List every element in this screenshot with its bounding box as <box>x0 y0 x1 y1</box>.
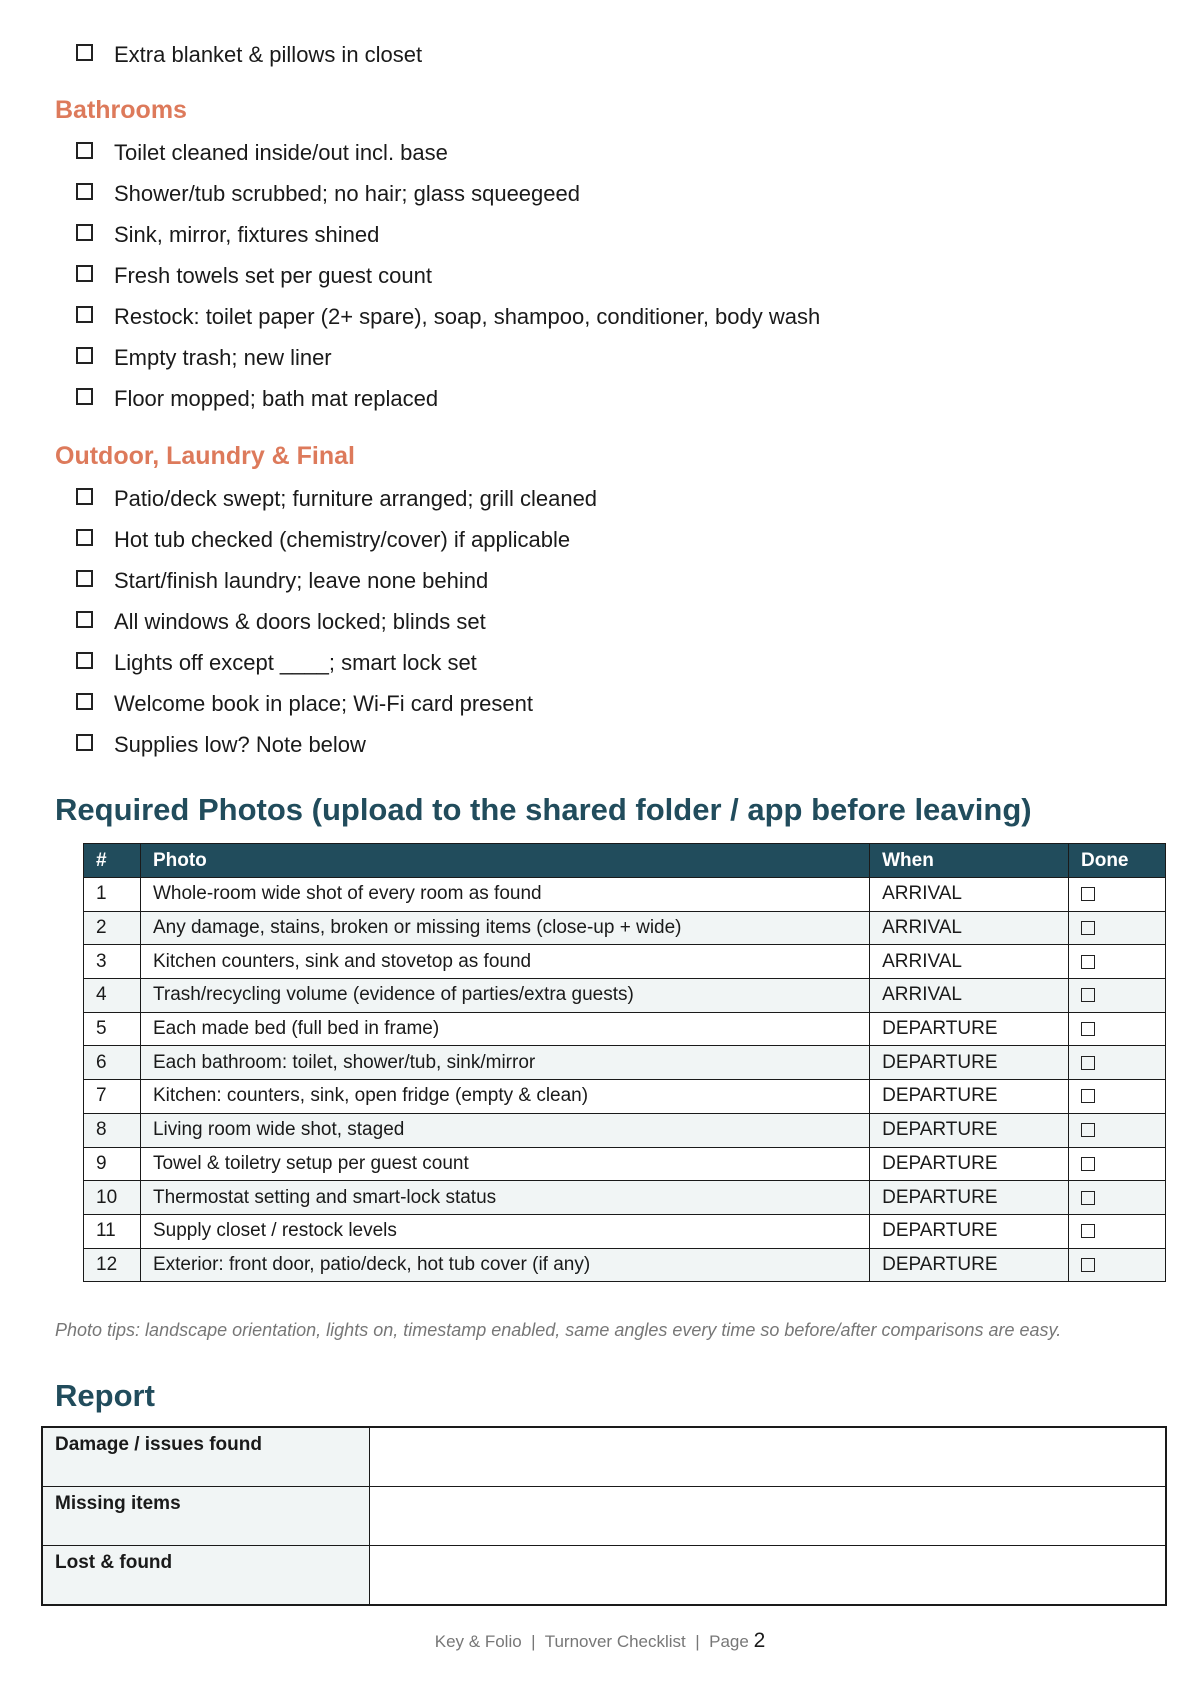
checklist-item-label: Sink, mirror, fixtures shined <box>114 222 380 247</box>
photo-done-cell <box>1069 1012 1166 1046</box>
photo-when-cell: DEPARTURE <box>870 1181 1069 1215</box>
checkbox[interactable] <box>76 265 93 282</box>
photo-number-cell: 12 <box>84 1248 141 1282</box>
photo-description-cell: Whole-room wide shot of every room as found <box>140 878 869 912</box>
checklist-item-label: Toilet cleaned inside/out incl. base <box>114 140 448 165</box>
checklist-item[interactable] <box>0 560 1200 601</box>
photo-done-cell <box>1069 878 1166 912</box>
checklist-item-label: Fresh towels set per guest count <box>114 263 432 288</box>
checkbox[interactable] <box>76 570 93 587</box>
checkbox[interactable] <box>76 529 93 546</box>
table-row <box>84 911 1166 945</box>
footer-separator: | <box>531 1632 536 1651</box>
done-checkbox[interactable] <box>1081 1123 1095 1137</box>
checkbox[interactable] <box>76 347 93 364</box>
checkbox[interactable] <box>76 693 93 710</box>
table-row <box>84 1248 1166 1282</box>
done-checkbox[interactable] <box>1081 1224 1095 1238</box>
footer-doc-title: Turnover Checklist <box>544 1632 686 1651</box>
done-checkbox[interactable] <box>1081 1191 1095 1205</box>
report-label: Missing items <box>42 1487 370 1546</box>
report-row <box>42 1487 1166 1546</box>
checkbox[interactable] <box>76 652 93 669</box>
table-row <box>84 1012 1166 1046</box>
photo-done-cell <box>1069 945 1166 979</box>
bathrooms-section <box>0 84 1200 419</box>
photo-number-cell: 5 <box>84 1012 141 1046</box>
photo-description-cell: Exterior: front door, patio/deck, hot tub cover (if any) <box>140 1248 869 1282</box>
photo-number-cell: 7 <box>84 1080 141 1114</box>
column-header-number: # <box>84 844 141 878</box>
checklist-item[interactable] <box>0 255 1200 296</box>
checklist-item-label: Hot tub checked (chemistry/cover) if applicable <box>114 527 571 552</box>
report-label: Damage / issues found <box>42 1427 370 1487</box>
photo-when-cell: DEPARTURE <box>870 1214 1069 1248</box>
photo-done-cell <box>1069 1046 1166 1080</box>
table-row <box>84 1214 1166 1248</box>
photo-number-cell: 8 <box>84 1113 141 1147</box>
outdoor-checklist <box>0 478 1200 765</box>
done-checkbox[interactable] <box>1081 988 1095 1002</box>
photo-number-cell: 6 <box>84 1046 141 1080</box>
checkbox[interactable] <box>76 388 93 405</box>
table-row <box>84 1113 1166 1147</box>
checklist-item-label: Floor mopped; bath mat replaced <box>114 386 439 411</box>
checklist-item[interactable] <box>0 683 1200 724</box>
checkbox[interactable] <box>76 224 93 241</box>
checklist-item[interactable] <box>0 601 1200 642</box>
checkbox[interactable] <box>76 611 93 628</box>
checklist-item[interactable] <box>0 132 1200 173</box>
table-row <box>84 1046 1166 1080</box>
report-entry-field[interactable] <box>370 1487 1167 1546</box>
done-checkbox[interactable] <box>1081 1056 1095 1070</box>
photo-description-cell: Any damage, stains, broken or missing items (close-up + wide) <box>140 911 869 945</box>
photos-table <box>83 843 1166 1282</box>
checklist-item-label: Restock: toilet paper (2+ spare), soap, shampoo, conditioner, body wash <box>114 304 821 329</box>
photo-done-cell <box>1069 979 1166 1013</box>
photo-number-cell: 3 <box>84 945 141 979</box>
photo-number-cell: 1 <box>84 878 141 912</box>
photos-heading: Required Photos (upload to the shared folder / app before leaving) <box>55 792 1032 827</box>
checklist-item-label: Lights off except ____; smart lock set <box>114 650 477 675</box>
photo-when-cell: DEPARTURE <box>870 1080 1069 1114</box>
report-row <box>42 1546 1166 1606</box>
column-header-when: When <box>870 844 1069 878</box>
report-entry-field[interactable] <box>370 1427 1167 1487</box>
checklist-item-label: All windows & doors locked; blinds set <box>114 609 486 634</box>
photo-done-cell <box>1069 1080 1166 1114</box>
photo-when-cell: ARRIVAL <box>870 911 1069 945</box>
photos-table-body <box>84 878 1166 1282</box>
photo-number-cell: 2 <box>84 911 141 945</box>
report-label: Lost & found <box>42 1546 370 1606</box>
photo-when-cell: DEPARTURE <box>870 1012 1069 1046</box>
checkbox[interactable] <box>76 734 93 751</box>
done-checkbox[interactable] <box>1081 921 1095 935</box>
photo-done-cell <box>1069 1113 1166 1147</box>
photo-description-cell: Kitchen counters, sink and stovetop as found <box>140 945 869 979</box>
outdoor-section <box>0 430 1200 765</box>
footer-page-label: Page <box>709 1632 749 1651</box>
photo-when-cell: ARRIVAL <box>870 945 1069 979</box>
photos-table-header <box>84 844 1166 878</box>
photo-description-cell: Kitchen: counters, sink, open fridge (empty & clean) <box>140 1080 869 1114</box>
column-header-done: Done <box>1069 844 1166 878</box>
footer-brand: Key & Folio <box>434 1632 522 1651</box>
checklist-item[interactable] <box>0 214 1200 255</box>
table-row <box>84 945 1166 979</box>
table-row <box>84 1080 1166 1114</box>
checklist-item-label: Extra blanket & pillows in closet <box>114 42 423 67</box>
checklist-item[interactable] <box>0 478 1200 519</box>
checklist-item[interactable] <box>0 296 1200 337</box>
report-heading: Report <box>55 1378 155 1413</box>
checklist-item[interactable] <box>0 642 1200 683</box>
bathrooms-checklist <box>0 132 1200 419</box>
photo-when-cell: DEPARTURE <box>870 1046 1069 1080</box>
photo-done-cell <box>1069 1248 1166 1282</box>
section-heading-outdoor: Outdoor, Laundry & Final <box>55 442 355 470</box>
done-checkbox[interactable] <box>1081 1258 1095 1272</box>
done-checkbox[interactable] <box>1081 1089 1095 1103</box>
photo-number-cell: 9 <box>84 1147 141 1181</box>
photo-description-cell: Towel & toiletry setup per guest count <box>140 1147 869 1181</box>
report-entry-field[interactable] <box>370 1546 1167 1606</box>
checklist-item-label: Empty trash; new liner <box>114 345 332 370</box>
photo-done-cell <box>1069 1147 1166 1181</box>
checklist-item[interactable] <box>0 337 1200 378</box>
photo-when-cell: DEPARTURE <box>870 1248 1069 1282</box>
table-row <box>84 1147 1166 1181</box>
done-checkbox[interactable] <box>1081 1157 1095 1171</box>
done-checkbox[interactable] <box>1081 955 1095 969</box>
done-checkbox[interactable] <box>1081 887 1095 901</box>
photo-number-cell: 10 <box>84 1181 141 1215</box>
footer-separator: | <box>695 1632 700 1651</box>
report-table <box>41 1426 1167 1606</box>
page-footer <box>0 1629 1200 1653</box>
photo-when-cell: ARRIVAL <box>870 878 1069 912</box>
photo-done-cell <box>1069 911 1166 945</box>
photo-when-cell: DEPARTURE <box>870 1113 1069 1147</box>
checkbox[interactable] <box>76 44 93 61</box>
photo-when-cell: ARRIVAL <box>870 979 1069 1013</box>
checkbox[interactable] <box>76 183 93 200</box>
photo-description-cell: Living room wide shot, staged <box>140 1113 869 1147</box>
photo-description-cell: Thermostat setting and smart-lock status <box>140 1181 869 1215</box>
photo-description-cell: Trash/recycling volume (evidence of parties/extra guests) <box>140 979 869 1013</box>
table-row <box>84 979 1166 1013</box>
checklist-item[interactable] <box>0 34 1200 75</box>
photo-done-cell <box>1069 1181 1166 1215</box>
section-heading-bathrooms: Bathrooms <box>55 96 187 124</box>
photo-tips: Photo tips: landscape orientation, lights on, timestamp enabled, same angles every time so before/after comparisons are easy. <box>55 1320 1062 1340</box>
top-checklist <box>0 34 1200 75</box>
page-number: 2 <box>753 1629 766 1652</box>
done-checkbox[interactable] <box>1081 1022 1095 1036</box>
checklist-item[interactable] <box>0 724 1200 765</box>
checklist-item-label: Start/finish laundry; leave none behind <box>114 568 489 593</box>
checkbox[interactable] <box>76 306 93 323</box>
photo-when-cell: DEPARTURE <box>870 1147 1069 1181</box>
checklist-item[interactable] <box>0 173 1200 214</box>
table-row <box>84 878 1166 912</box>
checklist-item[interactable] <box>0 519 1200 560</box>
checklist-item[interactable] <box>0 378 1200 419</box>
checklist-item-label: Shower/tub scrubbed; no hair; glass squeegeed <box>114 181 580 206</box>
checkbox[interactable] <box>76 488 93 505</box>
photo-number-cell: 4 <box>84 979 141 1013</box>
photo-description-cell: Each made bed (full bed in frame) <box>140 1012 869 1046</box>
checklist-item-label: Welcome book in place; Wi-Fi card present <box>114 691 533 716</box>
photo-description-cell: Supply closet / restock levels <box>140 1214 869 1248</box>
checkbox[interactable] <box>76 142 93 159</box>
photo-number-cell: 11 <box>84 1214 141 1248</box>
photo-description-cell: Each bathroom: toilet, shower/tub, sink/mirror <box>140 1046 869 1080</box>
report-row <box>42 1427 1166 1487</box>
checklist-item-label: Supplies low? Note below <box>114 732 366 757</box>
column-header-photo: Photo <box>140 844 869 878</box>
photo-done-cell <box>1069 1214 1166 1248</box>
table-row <box>84 1181 1166 1215</box>
checklist-item-label: Patio/deck swept; furniture arranged; grill cleaned <box>114 486 598 511</box>
